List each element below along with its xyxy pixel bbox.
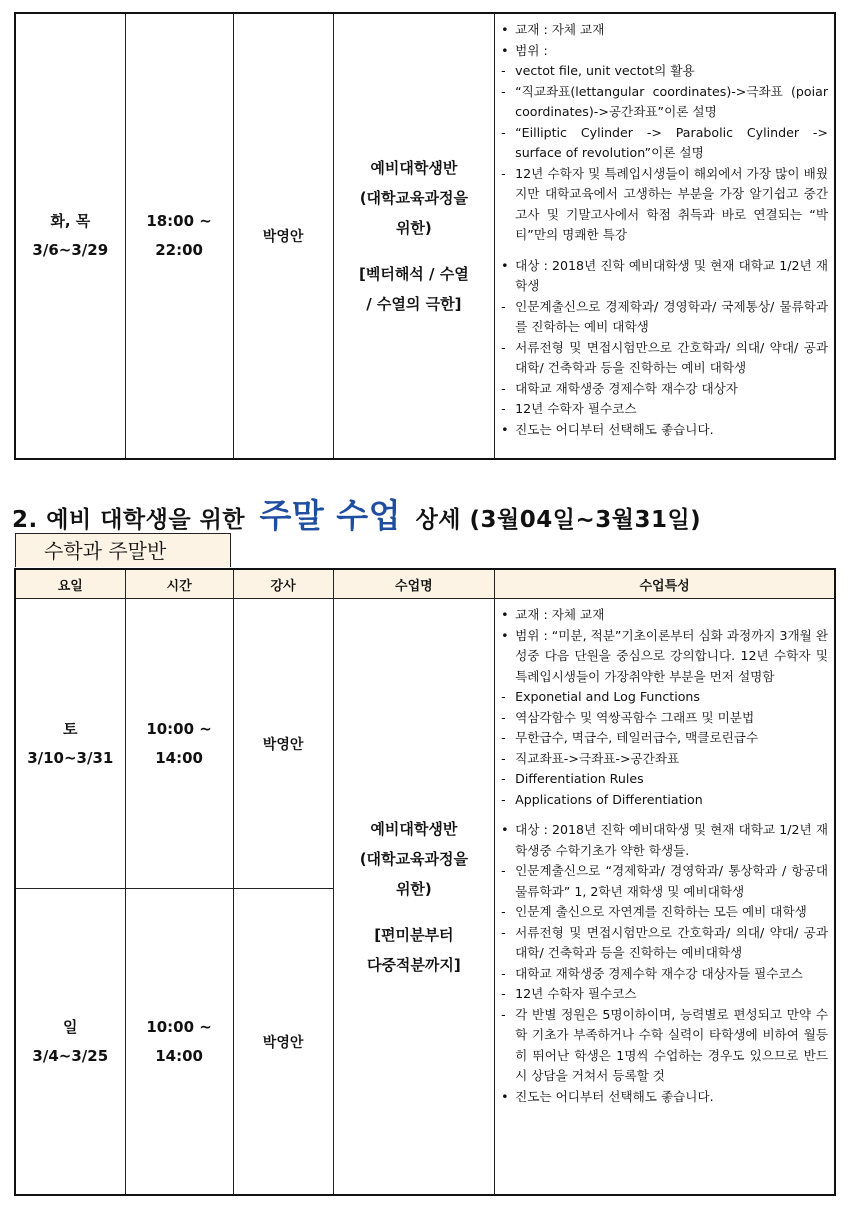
list-item-text: “직교좌표(lettangular coordinates)->극좌표 (poiar coordinates)->공간좌표”이론 설명 [515, 83, 828, 119]
table-header-row [15, 569, 835, 599]
course-topic: / 수열의 극한] [366, 295, 462, 313]
list-item-text: 역삼각함수 및 역쌍곡함수 그래프 및 미분법 [515, 709, 755, 725]
header-day: 요일 [15, 569, 125, 599]
list-spacer [501, 810, 828, 820]
list-item-text: 서류전형 및 면접시험만으로 간호학과/ 의대/ 약대/ 공과대학/ 건축학과 등을 진학하는 예비대학생 [515, 924, 828, 960]
list-item [501, 256, 828, 297]
list-item-text: 진도는 어디부터 선택해도 좋습니다. [515, 1088, 714, 1104]
list-item [501, 338, 828, 379]
teacher-cell [233, 13, 333, 459]
list-item [501, 728, 828, 749]
course-cell [333, 13, 495, 459]
bullet-marker: • [501, 1088, 509, 1104]
section-title-prefix: 2. 예비 대학생을 위한 [12, 507, 246, 533]
dash-marker: - [501, 709, 506, 725]
course-topic: 다중적분까지] [366, 955, 461, 974]
bullet-marker: • [501, 421, 509, 437]
features-list [501, 605, 828, 1107]
schedule-table-weekday [14, 12, 836, 460]
list-item-text: 직교좌표->극좌표->공간좌표 [515, 750, 680, 766]
dash-marker: - [501, 965, 506, 981]
list-item-text: 교재 : 자체 교재 [515, 22, 605, 37]
course-line: 위한) [395, 219, 432, 237]
dash-marker: - [501, 986, 506, 1001]
list-item [501, 420, 828, 441]
schedule-table-weekend [14, 568, 836, 1196]
list-item [501, 984, 828, 1005]
time-end: 14:00 [155, 1046, 203, 1065]
list-item-text: 대학교 재학생중 경제수학 재수강 대상자들 필수코스 [515, 965, 803, 981]
dash-marker: - [501, 165, 506, 181]
dash-marker: - [501, 689, 506, 704]
time-cell [125, 13, 233, 459]
bullet-marker: • [501, 607, 509, 622]
course-line: 예비대학생반 [370, 159, 458, 177]
list-item-text: vectot file, unit vectot의 활용 [515, 63, 695, 78]
list-item-text: 대학교 재학생중 경제수학 재수강 대상자 [515, 380, 738, 396]
header-features: 수업특성 [495, 569, 835, 599]
day-cell [15, 599, 125, 889]
dash-marker: - [501, 63, 506, 78]
date-range: 3/6~3/29 [32, 241, 109, 259]
dash-marker: - [501, 924, 506, 940]
dash-marker: - [501, 730, 506, 745]
dash-marker: - [501, 904, 506, 919]
list-item [501, 769, 828, 790]
course-cell [333, 599, 495, 1196]
bullet-marker: • [501, 822, 509, 837]
list-item [501, 820, 828, 861]
course-topic: [벡터해석 / 수열 [358, 265, 469, 283]
list-item-text: 진도는 어디부터 선택해도 좋습니다. [515, 421, 714, 437]
list-item [501, 902, 828, 923]
list-item [501, 964, 828, 985]
list-item-text: 서류전형 및 면접시험만으로 간호학과/ 의대/ 약대/ 공과대학/ 건축학과 등을 진학하는 예비 대학생 [515, 339, 828, 375]
day-cell [15, 13, 125, 459]
teacher-name: 박영안 [262, 229, 304, 245]
list-item [501, 708, 828, 729]
course-line: (대학교육과정을 [359, 189, 468, 207]
table-row [15, 13, 835, 459]
list-item-text: 각 반별 정원은 5명이하이며, 능력별로 편성되고 만약 수학 기초가 부족하거나 수학 실력이 타학생에 비하여 월등히 뛰어난 학생은 1명씩 수업하는 경우도 있으므로 반드시 상담을 거쳐서 등록할 것 [515, 1006, 828, 1083]
list-item [501, 41, 828, 62]
time-end: 14:00 [155, 748, 203, 767]
dash-marker: - [501, 339, 506, 355]
course-line: 예비대학생반 [370, 819, 458, 838]
dash-marker: - [501, 863, 506, 878]
day-label: 화, 목 [50, 212, 91, 230]
list-item-text: 12년 수학자 필수코스 [515, 401, 637, 416]
dash-marker: - [501, 1006, 506, 1022]
dash-marker: - [501, 298, 506, 314]
course-line: (대학교육과정을 [359, 849, 468, 868]
header-teacher: 강사 [233, 569, 333, 599]
header-time: 시간 [125, 569, 233, 599]
dash-marker: - [501, 380, 506, 396]
list-spacer [501, 246, 828, 256]
list-item [501, 61, 828, 82]
features-list [501, 20, 828, 440]
dash-marker: - [501, 750, 506, 766]
dash-marker: - [501, 791, 506, 807]
list-item-text: Applications of Differentiation [515, 791, 703, 807]
dash-marker: - [501, 124, 506, 140]
list-item [501, 605, 828, 626]
day-cell [15, 889, 125, 1196]
time-cell [125, 889, 233, 1196]
list-item [501, 1005, 828, 1087]
list-item [501, 1087, 828, 1108]
features-cell [495, 13, 835, 459]
list-item [501, 749, 828, 770]
date-range: 3/10~3/31 [27, 748, 114, 767]
list-item [501, 399, 828, 420]
bullet-marker: • [501, 257, 509, 273]
list-item-text: 범위 : [515, 42, 548, 58]
bullet-marker: • [501, 627, 509, 643]
time-end: 22:00 [155, 241, 203, 259]
day-label: 일 [63, 1017, 78, 1036]
header-course: 수업명 [333, 569, 495, 599]
course-line: 위한) [395, 879, 432, 898]
list-item [501, 379, 828, 400]
list-item-text: 범위 : “미분, 적분”기초이론부터 심화 과정까지 3개월 완성중 다음 단원을 중심으로 강의합니다. 12년 수학자 및 특례입시생들이 가장취약한 부분을 먼저 설명함 [515, 627, 828, 684]
list-item-text: 인문계출신으로 “경제학과/ 경영학과/ 통상학과 / 항공대 물류학과” 1, 2학년 재학생 및 예비대학생 [515, 863, 828, 899]
section-title-accent: 주말 수업 [259, 496, 402, 535]
list-item [501, 20, 828, 41]
list-item [501, 687, 828, 708]
list-item [501, 861, 828, 902]
list-item-text: 대상 : 2018년 진학 예비대학생 및 현재 대학교 1/2년 재학생 [515, 257, 828, 293]
list-item-text: Exponetial and Log Functions [515, 689, 700, 704]
list-item [501, 297, 828, 338]
time-start: 10:00 ~ [146, 719, 212, 738]
list-item-text: 12년 수학자 및 특례입시생들이 해외에서 가장 많이 배웠지만 대학교육에서 고생하는 부분을 가장 알기쉽고 중간고사 및 기말고사에서 학점 취득과 바로 연결되는 “박티”만의 명쾌한 특강 [515, 165, 828, 242]
list-item-text: 12년 수학자 필수코스 [515, 986, 637, 1001]
list-item [501, 790, 828, 811]
time-cell [125, 599, 233, 889]
list-item [501, 123, 828, 164]
list-item-text: 대상 : 2018년 진학 예비대학생 및 현재 대학교 1/2년 재학생중 수학기초가 약한 학생들. [515, 822, 828, 858]
dash-marker: - [501, 771, 506, 786]
list-item [501, 626, 828, 688]
time-start: 18:00 ~ [146, 212, 212, 230]
time-start: 10:00 ~ [146, 1017, 212, 1036]
day-label: 토 [63, 719, 78, 738]
list-item [501, 923, 828, 964]
list-item-text: 인문계 출신으로 자연계를 진학하는 모든 예비 대학생 [515, 904, 807, 919]
list-item [501, 164, 828, 246]
teacher-cell [233, 889, 333, 1196]
list-item-text: “Eilliptic Cylinder -> Parabolic Cylinder -> surface of revolution”이론 설명 [515, 124, 828, 160]
list-item [501, 82, 828, 123]
date-range: 3/4~3/25 [32, 1046, 109, 1065]
teacher-name: 박영안 [262, 1034, 304, 1051]
features-cell [495, 599, 835, 1196]
list-item-text: 교재 : 자체 교재 [515, 607, 605, 622]
course-topic: [편미분부터 [374, 925, 454, 944]
section-title-suffix: 상세 (3월04일~3월31일) [415, 507, 702, 533]
bullet-marker: • [501, 22, 509, 37]
section-title [12, 490, 701, 537]
list-item-text: 인문계출신으로 경제학과/ 경영학과/ 국제통상/ 물류학과를 진학하는 예비 대학생 [515, 298, 828, 334]
bullet-marker: • [501, 42, 509, 58]
dash-marker: - [501, 83, 506, 99]
table-row [15, 599, 835, 889]
teacher-cell [233, 599, 333, 889]
teacher-name: 박영안 [262, 736, 304, 753]
list-item-text: 무한급수, 멱급수, 테일러급수, 맥클로린급수 [515, 730, 759, 745]
list-item-text: Differentiation Rules [515, 771, 644, 786]
class-tab-label: 수학과 주말반 [15, 533, 231, 567]
dash-marker: - [501, 401, 506, 416]
